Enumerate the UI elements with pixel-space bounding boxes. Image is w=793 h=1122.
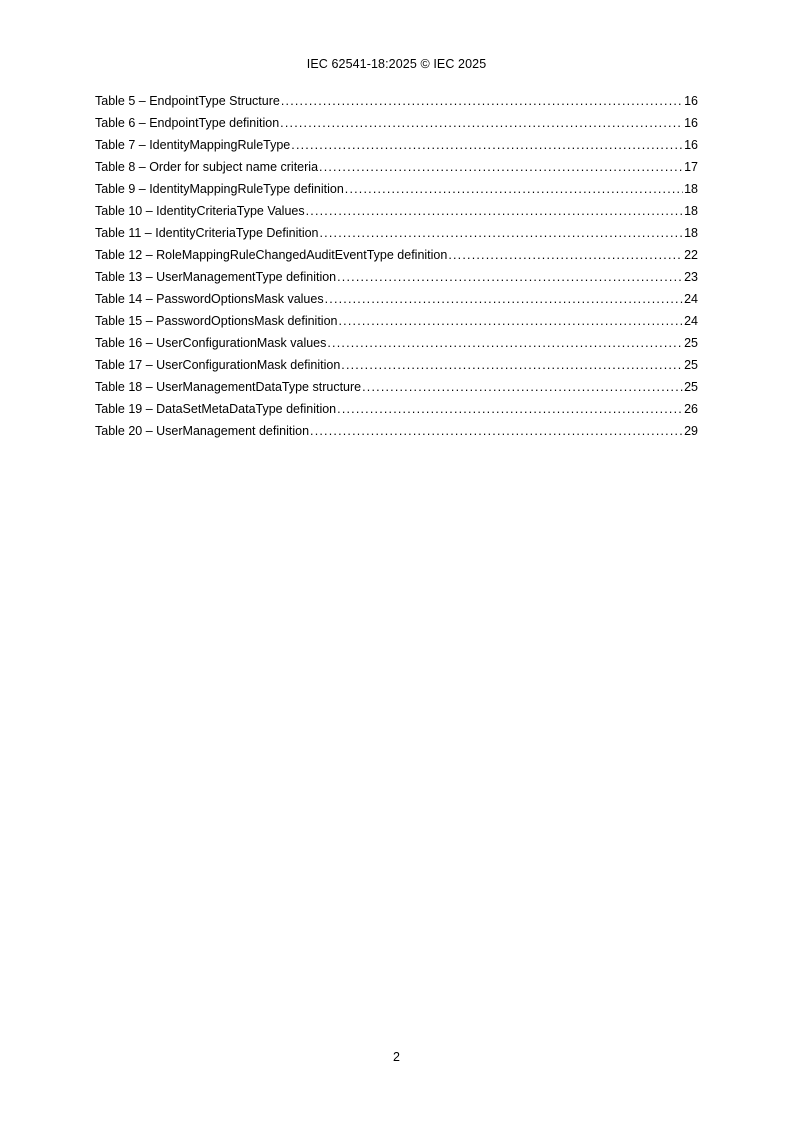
dot-leader [448,248,683,262]
toc-entry-page: 26 [684,402,698,416]
toc-entry[interactable] [95,270,698,292]
toc-entry-page: 24 [684,314,698,328]
dot-leader [306,204,683,218]
toc-entry-label: Table 8 – Order for subject name criteria [95,160,319,174]
toc-entry-label: Table 13 – UserManagementType definition [95,270,337,284]
toc-entry-label: Table 15 – PasswordOptionsMask definition [95,314,338,328]
toc-entry-label: Table 18 – UserManagementDataType structure [95,380,362,394]
dot-leader [291,138,683,152]
dot-leader [325,292,684,306]
toc-entry-page: 25 [684,336,698,350]
toc-entry-page: 25 [684,380,698,394]
dot-leader [345,182,683,196]
dot-leader [281,94,683,108]
dot-leader [320,226,684,240]
toc-entry-page: 18 [684,182,698,196]
toc-entry[interactable] [95,314,698,336]
dot-leader [362,380,683,394]
dot-leader [341,358,683,372]
toc-entry[interactable] [95,402,698,424]
page-number: 2 [393,1050,400,1064]
toc-entry[interactable] [95,380,698,402]
toc-entry[interactable] [95,204,698,226]
toc-entry-page: 24 [684,292,698,306]
toc-entry-page: 16 [684,94,698,108]
toc-entry-label: Table 10 – IdentityCriteriaType Values [95,204,305,218]
toc-entry[interactable] [95,248,698,270]
list-of-tables [95,94,698,446]
toc-entry-page: 17 [684,160,698,174]
toc-entry[interactable] [95,160,698,182]
toc-entry-label: Table 11 – IdentityCriteriaType Definition [95,226,319,240]
toc-entry[interactable] [95,336,698,358]
toc-entry-page: 22 [684,248,698,262]
toc-entry-page: 25 [684,358,698,372]
toc-entry-label: Table 17 – UserConfigurationMask definition [95,358,341,372]
toc-entry-page: 18 [684,204,698,218]
toc-entry-label: Table 9 – IdentityMappingRuleType definition [95,182,344,196]
dot-leader [310,424,683,438]
toc-entry-label: Table 19 – DataSetMetaDataType definition [95,402,337,416]
toc-entry-label: Table 6 – EndpointType definition [95,116,280,130]
toc-entry-label: Table 7 – IdentityMappingRuleType [95,138,291,152]
toc-entry-page: 29 [684,424,698,438]
toc-entry-label: Table 16 – UserConfigurationMask values [95,336,327,350]
toc-entry-page: 16 [684,138,698,152]
toc-entry[interactable] [95,292,698,314]
toc-entry-page: 16 [684,116,698,130]
dot-leader [337,402,683,416]
dot-leader [339,314,684,328]
dot-leader [280,116,683,130]
toc-entry[interactable] [95,182,698,204]
toc-entry-page: 23 [684,270,698,284]
toc-entry[interactable] [95,138,698,160]
dot-leader [319,160,683,174]
toc-entry[interactable] [95,424,698,446]
toc-entry[interactable] [95,94,698,116]
dot-leader [327,336,683,350]
toc-entry[interactable] [95,226,698,248]
document-header: IEC 62541-18:2025 © IEC 2025 [306,57,487,71]
toc-entry-label: Table 14 – PasswordOptionsMask values [95,292,324,306]
toc-entry-label: Table 12 – RoleMappingRuleChangedAuditEventType definition [95,248,448,262]
dot-leader [337,270,683,284]
toc-entry-label: Table 5 – EndpointType Structure [95,94,280,108]
toc-entry[interactable] [95,358,698,380]
toc-entry[interactable] [95,116,698,138]
toc-entry-label: Table 20 – UserManagement definition [95,424,310,438]
toc-entry-page: 18 [684,226,698,240]
